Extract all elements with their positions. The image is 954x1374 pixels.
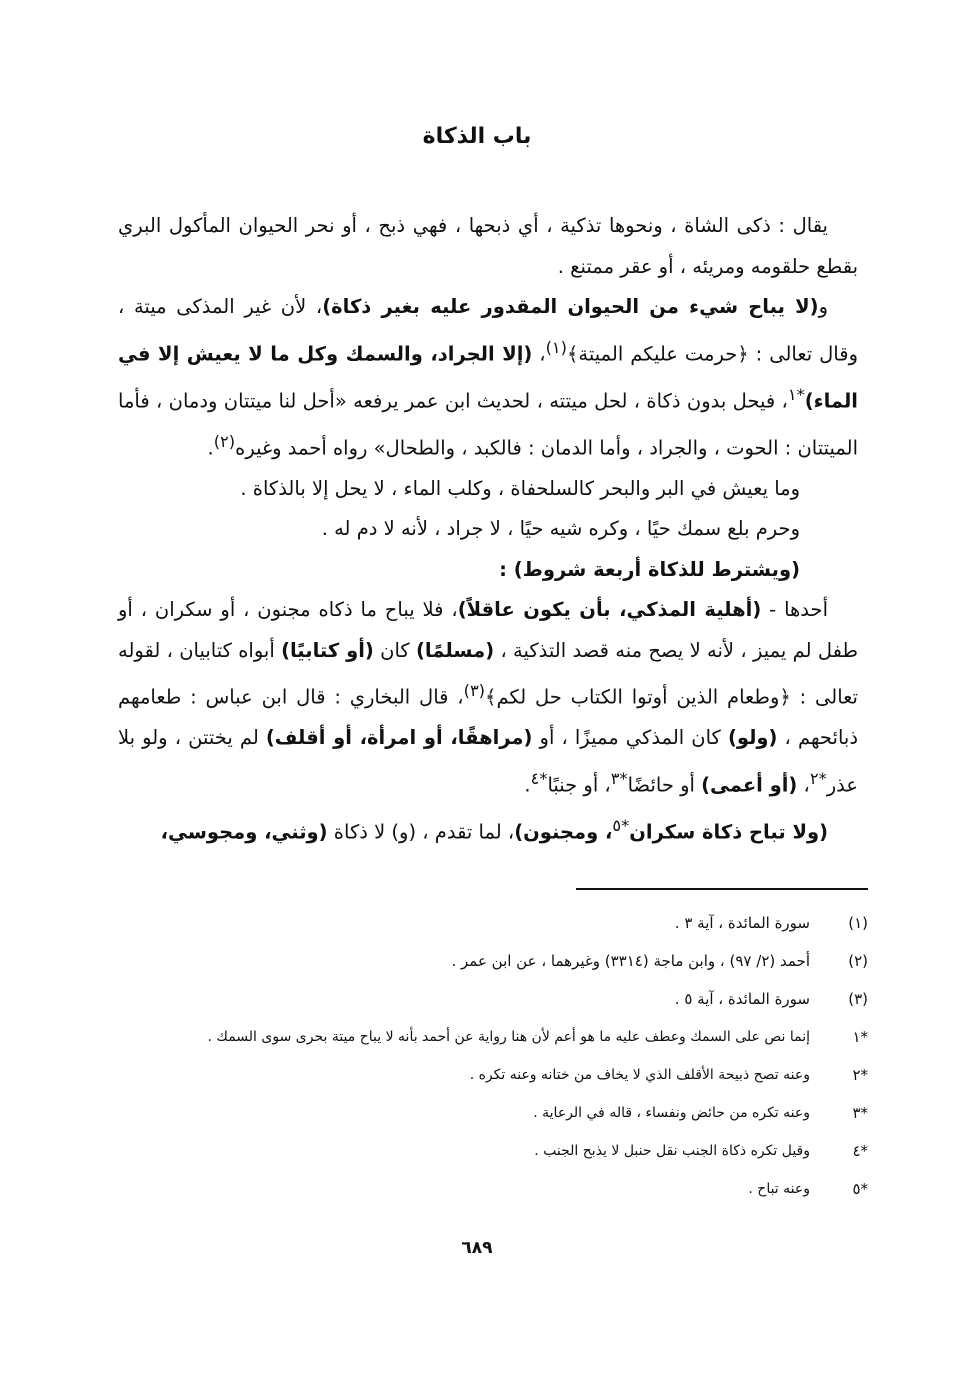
footnote-text: وقيل تكره ذكاة الجنب نقل حنبل لا يذبح الجنب . (534, 1143, 810, 1159)
text-run: و (818, 295, 829, 318)
text-run: ، (532, 342, 546, 365)
footnote-separator (576, 888, 868, 890)
footnote-item (108, 1170, 868, 1208)
main-text (118, 206, 858, 853)
footnote-item (108, 1094, 868, 1132)
text-run: ، أو جنبًا (547, 773, 611, 796)
footnote-item (108, 904, 868, 942)
text-run: أحدها - (761, 598, 828, 621)
footnote-text: وعنه تصح ذبيحة الأقلف الذي لا يخاف من ختانه وعنه تكره . (469, 1067, 810, 1083)
text-run: ، لأن غير المذكى ميتة ، وقال تعالى : ﴿حرمت عليكم الميتة﴾ (118, 295, 858, 365)
text-run: ، فلا يباح ما ذكاه مجنون ، أو سكران ، أو طفل لم يميز ، لأنه لا يصح منه قصد التذكية ، (118, 598, 858, 662)
text-run: ، فيحل بدون ذكاة ، لحل ميتته ، لحديث ابن عمر يرفعه «أحل لنا ميتتان ودمان ، فأما الميتتان : الحوت ، والجراد ، وأما الدمان : فالكبد ، والطحال» رواه أحمد وغيره (118, 389, 858, 459)
text-run: كان المذكي مميزًا ، أو (532, 726, 728, 749)
text-run: ، قال البخاري : قال ابن عباس : طعامهم ذبائحهم ، (118, 685, 858, 749)
matn-text: (ولا تباح ذكاة سكران (629, 820, 828, 843)
footnote-text: أحمد (٢/ ٩٧) ، وابن ماجة (٣٣١٤) وغيرهما ، عن ابن عمر . (451, 952, 810, 970)
text-run: كان (373, 638, 417, 662)
footnotes (108, 904, 868, 1208)
footnote-marker: *٢ (852, 1066, 868, 1084)
matn-text: (مسلمًا) (416, 638, 495, 662)
text-run: ، (797, 773, 810, 796)
footnote-text: سورة المائدة ، آية ٣ . (674, 914, 810, 932)
footnote-text: إنما نص على السمك وعطف عليه ما هو أعم لأن هنا رواية عن أحمد بأنه لا يباح ميتة بحرى سوى السمك . (207, 1029, 810, 1045)
footnote-marker: *٤ (852, 1142, 868, 1160)
matn-text: ، ومجنون) (514, 820, 613, 843)
matn-text: (لا يباح شيء من الحيوان المقدور عليه بغير ذكاة) (322, 295, 819, 318)
chapter-title: باب الذكاة (422, 124, 532, 149)
footnote-marker: (١) (848, 914, 868, 932)
text-run: أو حائضًا (627, 773, 702, 796)
text-run: . (524, 773, 531, 796)
footnote-marker: (٢) (848, 952, 868, 970)
paragraph-amphibians: وما يعيش في البر والبحر كالسلحفاة ، وكلب الماء ، لا يحل إلا بالذكاة . (240, 476, 800, 500)
footnote-marker: (٣) (848, 990, 868, 1008)
footnote-ref: *٣ (610, 768, 628, 788)
footnote-ref: *٤ (530, 768, 548, 788)
text-run: لم يختتن ، ولو بلا عذر (118, 726, 858, 796)
matn-text: (وثني، ومجوسي، (160, 820, 328, 843)
text-run: . (207, 436, 214, 459)
footnote-marker: *١ (852, 1028, 868, 1046)
footnote-text: وعنه تباح . (748, 1181, 810, 1197)
matn-text: (أهلية المذكي، بأن يكون عاقلاً) (457, 598, 762, 621)
paragraph-live-fish: وحرم بلع سمك حيًا ، وكره شيه حيًا ، لا جراد ، لأنه لا دم له . (321, 517, 800, 540)
footnote-item (108, 942, 868, 980)
footnote-marker: *٣ (852, 1104, 868, 1122)
footnote-text: وعنه تكره من حائض ونفساء ، قاله في الرعاية . (533, 1105, 810, 1121)
paragraph-permissibility (118, 287, 858, 469)
paragraph-conditions-heading (118, 550, 858, 591)
text-run: أبواه كتابيان ، لقوله تعالى : ﴿وطعام الذين أوتوا الكتاب حل لكم﴾ (118, 638, 858, 709)
matn-text: (مراهقًا، أو امرأة، أو أقلف) (265, 726, 533, 749)
footnote-item (108, 980, 868, 1018)
footnote-ref: *١ (787, 384, 805, 404)
matn-text: (ويشترط للذكاة أربعة شروط) : (499, 557, 800, 581)
footnote-text: سورة المائدة ، آية ٥ . (674, 990, 810, 1008)
text-run: ، لما تقدم ، (و) لا ذكاة (327, 820, 515, 843)
footnote-marker: *٥ (852, 1180, 868, 1198)
paragraph-first-condition (118, 590, 858, 806)
footnote-ref: (٣) (463, 681, 486, 700)
footnote-item (108, 1018, 868, 1056)
footnote-ref: (٢) (213, 431, 236, 451)
footnote-item (108, 1056, 868, 1094)
paragraph-definition: يقال : ذكى الشاة ، ونحوها تذكية ، أي ذبحها ، فهي ذبح ، أو نحر الحيوان المأكول البري بقطع حلقومه ومريئه ، أو عقر ممتنع . (118, 214, 858, 278)
footnote-ref: *٢ (809, 768, 827, 788)
footnote-item (108, 1132, 868, 1170)
matn-text: (ولو) (727, 726, 778, 749)
paragraph-not-permitted (118, 806, 858, 853)
page-number: ٦٨٩ (461, 1238, 493, 1258)
matn-text: (إلا الجراد، والسمك وكل ما لا يعيش إلا في الماء) (118, 342, 858, 412)
footnote-ref: (١) (545, 337, 567, 357)
matn-text: (أو أعمى) (701, 773, 798, 796)
matn-text: (أو كتابيًا) (281, 638, 374, 662)
footnote-ref: *٥ (612, 815, 630, 835)
